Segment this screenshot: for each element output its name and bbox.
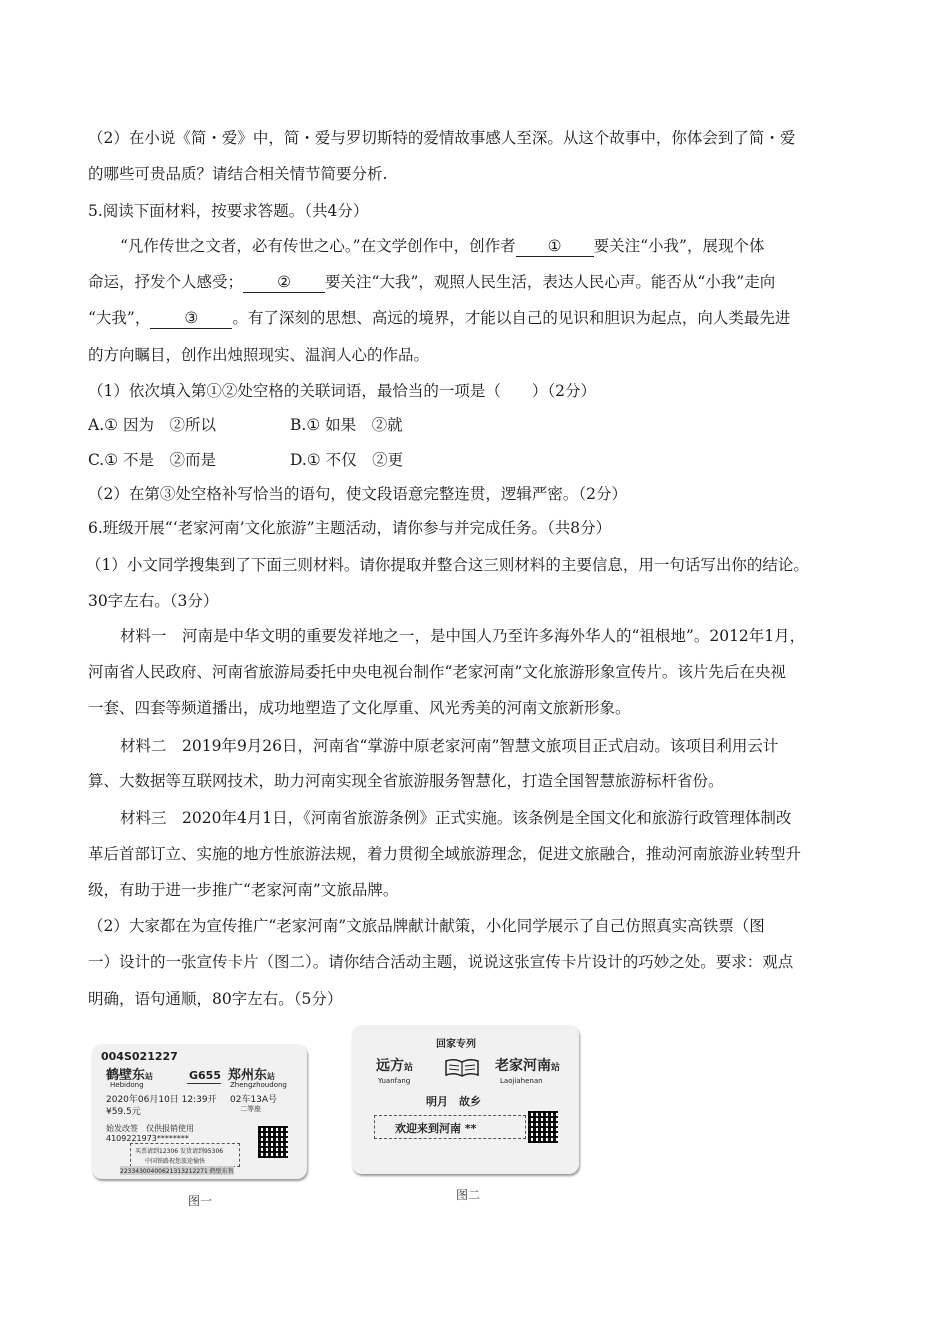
material-2-line2: 算、大数据等互联网技术，助力河南实现全省旅游服务智慧化，打造全国智慧旅游标杆省份。 <box>88 772 724 790</box>
card-to-pinyin: Laojiahenan <box>500 1077 543 1085</box>
ticket-serial: 004S021227 <box>101 1050 178 1063</box>
q6-sub2-line3: 明确，语句通顺，80字左右。（5分） <box>88 990 343 1008</box>
material-3-line1: 材料三 2020年4月1日，《河南省旅游条例》正式实施。该条例是全国文化和旅游行政管理体制改 <box>120 809 792 827</box>
q5-sub1: （1）依次填入第①②处空格的关联词语，最恰当的一项是（ ）（2分） <box>88 382 596 400</box>
option-b: B.① 如果 ②就 <box>290 416 403 434</box>
q5-heading: 5.阅读下面材料，按要求答题。（共4分） <box>88 202 369 220</box>
card-banner: 欢迎来到河南 ** <box>395 1122 477 1135</box>
figure-2-caption: 图二 <box>456 1188 481 1202</box>
card-from <box>376 1055 413 1075</box>
ticket-class: 二等座 <box>240 1105 261 1113</box>
q6-sub1-line1: （1）小文同学搜集到了下面三则材料。请你提取并整合这三则材料的主要信息，用一句话写出你的结论。 <box>86 556 809 574</box>
qr-code-icon <box>528 1111 558 1143</box>
blank-3: ③ <box>150 308 232 329</box>
q5-passage-line4: 的方向瞩目，创作出烛照现实、温润人心的作品。 <box>88 346 430 364</box>
card-from-pinyin: Yuanfang <box>378 1077 411 1085</box>
material-1-line2: 河南省人民政府、河南省旅游局委托中央电视台制作“老家河南”文化旅游形象宣传片。该片先后在央视 <box>88 663 786 681</box>
train-ticket-figure <box>92 1044 307 1179</box>
option-a: A.① 因为 ②所以 <box>88 416 216 434</box>
ticket-seat: 02车13A号 <box>230 1095 278 1105</box>
q5-passage-text: 要关注“大我”，观照人民生活，表达人民心声。能否从“小我”走向 <box>325 273 776 291</box>
q5-passage-text: 。有了深刻的思想、高远的境界，才能以自己的见识和胆识为起点，向人类最先进 <box>232 309 791 327</box>
q5-passage-text: 要关注“小我”，展现个体 <box>593 237 765 255</box>
station-suffix: 站 <box>145 1072 154 1081</box>
ticket-train-number: G655 <box>189 1069 221 1082</box>
station-suffix: 站 <box>551 1063 561 1073</box>
ticket-note: 始发改签 仅供报销使用 <box>106 1124 194 1133</box>
q5-passage-text: “凡作传世之文者，必有传世之心。”在文学创作中，创作者 <box>120 237 516 255</box>
q5-options-row2 <box>88 450 404 470</box>
option-d: D.① 不仅 ②更 <box>290 451 404 469</box>
ticket-datetime: 2020年06月10日 12:39开 <box>106 1095 217 1105</box>
blank-2: ② <box>243 272 325 293</box>
ticket-footer-box <box>130 1143 240 1167</box>
qr-code-icon <box>258 1126 288 1158</box>
q6-sub1-line2: 30字左右。（3分） <box>88 592 219 610</box>
ticket-code: 22334300400621313212271 鹤壁东售 <box>120 1168 234 1175</box>
q5-passage-line2 <box>88 272 775 293</box>
station-suffix: 站 <box>267 1072 276 1081</box>
ticket-footer2: 中国铁路祝您旅途愉快 <box>145 1158 206 1165</box>
card-slogan: 明月 故乡 <box>426 1095 481 1108</box>
ticket-to-name: 郑州东 <box>228 1068 268 1083</box>
promo-card-figure <box>352 1025 579 1174</box>
q5-passage-line3 <box>88 308 790 329</box>
ticket-price: ¥59.5元 <box>106 1107 141 1117</box>
q5-passage-text: 命运，抒发个人感受； <box>88 273 244 291</box>
card-from-name: 远方 <box>376 1058 404 1074</box>
ticket-id: 4109221973******** <box>106 1134 189 1143</box>
material-3-line3: 级，有助于进一步推广“老家河南”文旅品牌。 <box>88 881 399 899</box>
material-2-line1: 材料二 2019年9月26日，河南省“掌游中原老家河南”智慧文旅项目正式启动。该项目利用云计 <box>120 737 779 755</box>
card-header: 回家专列 <box>436 1039 476 1050</box>
material-1-line3: 一套、四套等频道播出，成功地塑造了文化厚重、风光秀美的河南文旅新形象。 <box>88 699 631 717</box>
material-1-line1: 材料一 河南是中华文明的重要发祥地之一，是中国人乃至许多海外华人的“祖根地”。2012年1月， <box>120 627 806 645</box>
q5-options-row1 <box>88 415 403 435</box>
q5-sub2: （2）在第③处空格补写恰当的语句，使文段语意完整连贯，逻辑严密。（2分） <box>88 485 627 503</box>
card-to-name: 老家河南 <box>495 1058 551 1074</box>
card-to <box>495 1055 560 1075</box>
ticket-from-name: 鹤壁东 <box>106 1068 146 1083</box>
option-c: C.① 不是 ②而是 <box>88 451 217 469</box>
q6-heading: 6.班级开展“‘老家河南’文化旅游”主题活动，请你参与并完成任务。（共8分） <box>88 519 612 537</box>
ticket-arrow-line <box>187 1083 221 1084</box>
book-icon <box>444 1057 480 1079</box>
q5-passage-text: “大我”， <box>88 309 151 327</box>
station-suffix: 站 <box>404 1063 414 1073</box>
blank-1: ① <box>516 236 594 257</box>
ticket-to-pinyin: Zhengzhoudong <box>230 1081 287 1089</box>
q6-sub2-line1: （2）大家都在为宣传推广“老家河南”文旅品牌献计献策，小化同学展示了自己仿照真实高铁票（图 <box>88 917 765 935</box>
figure-1-caption: 图一 <box>188 1194 213 1208</box>
q4-part2-line2: 的哪些可贵品质？请结合相关情节简要分析. <box>88 165 388 183</box>
ticket-from-pinyin: Hebidong <box>110 1081 144 1089</box>
material-3-line2: 革后首部订立、实施的地方性旅游法规，着力贯彻全域旅游理念，促进文旅融合，推动河南旅游业转型升 <box>88 845 802 863</box>
q6-sub2-line2: 一）设计的一张宣传卡片（图二）。请你结合活动主题，说说这张宣传卡片设计的巧妙之处。要求：观点 <box>88 953 794 971</box>
ticket-footer: 买票请到12306 发货请到95306 <box>135 1148 224 1155</box>
card-banner-box <box>374 1115 526 1139</box>
q4-part2-line1: （2）在小说《简・爱》中，简・爱与罗切斯特的爱情故事感人至深。从这个故事中，你体会到了简・爱 <box>88 129 796 147</box>
q5-passage-line1 <box>120 236 764 257</box>
